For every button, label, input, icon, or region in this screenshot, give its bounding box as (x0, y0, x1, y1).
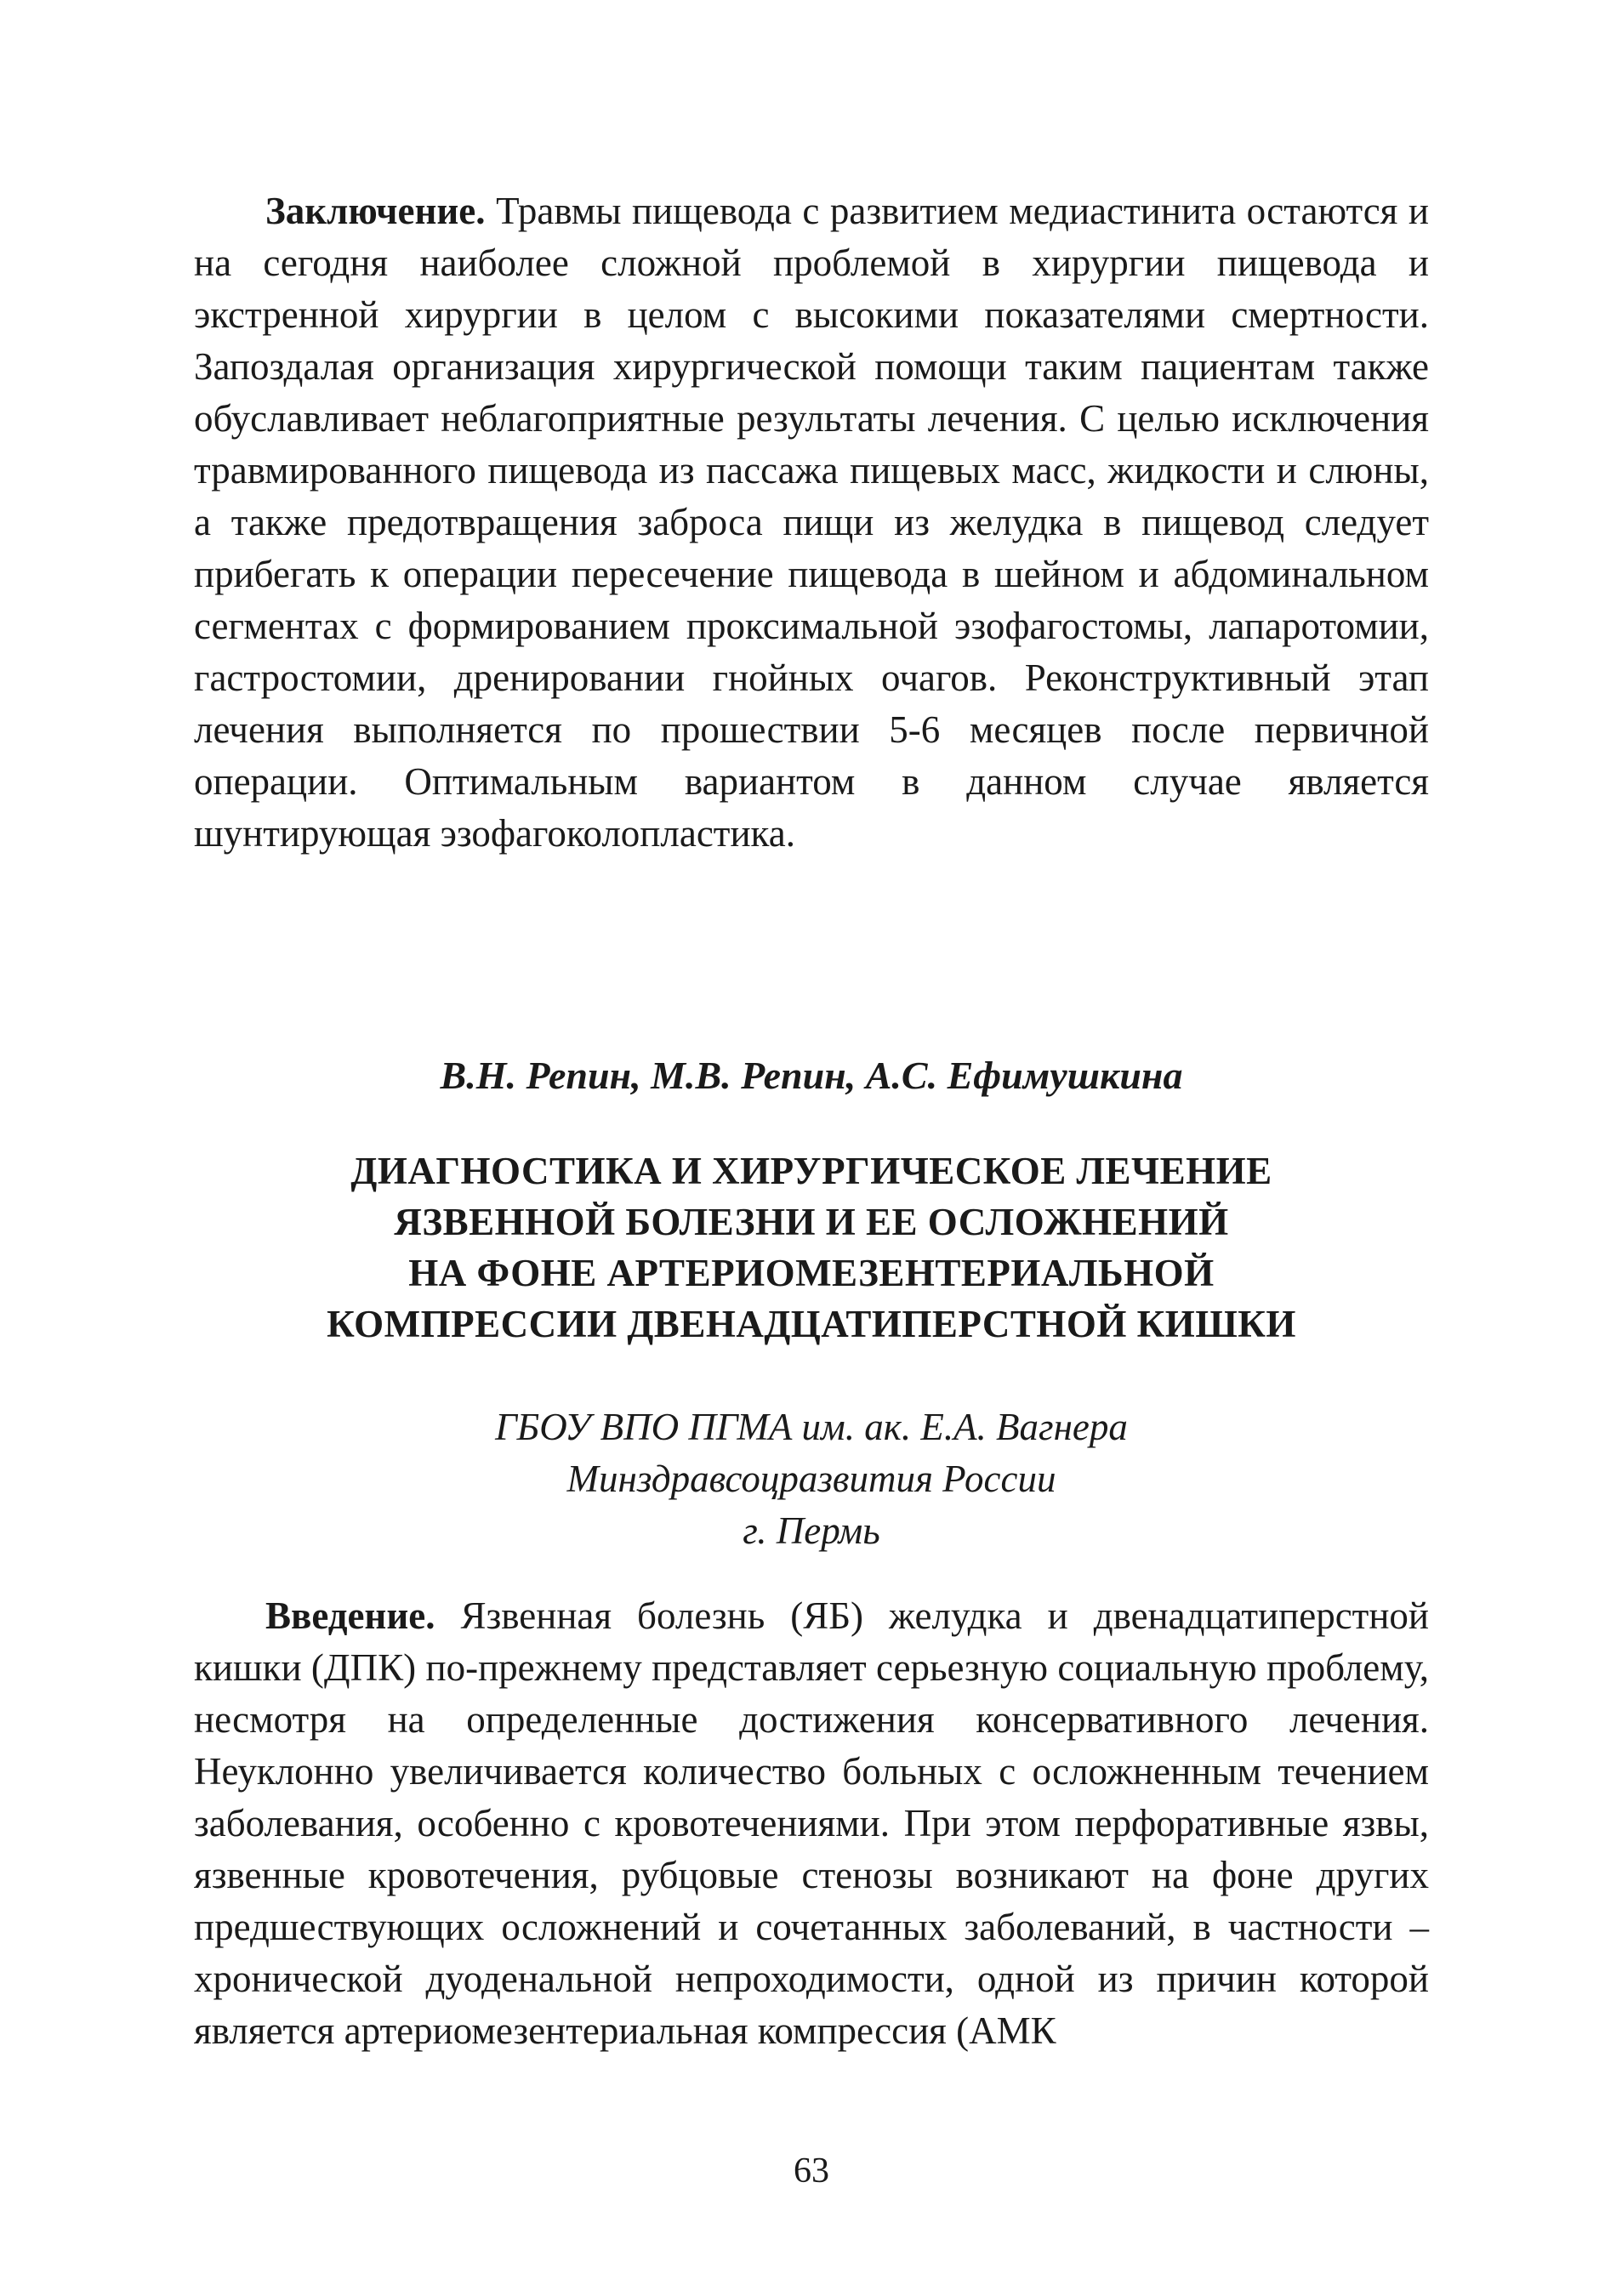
affiliation-line: Минздравсоцразвития России (566, 1458, 1056, 1500)
article-title-line: НА ФОНЕ АРТЕРИОМЕЗЕНТЕРИАЛЬНОЙ (408, 1252, 1215, 1294)
introduction-paragraph (194, 1590, 1429, 2057)
article-affiliation (194, 1401, 1429, 1557)
article-authors: В.Н. Репин, М.В. Репин, А.С. Ефимушкина (440, 1054, 1183, 1097)
conclusion-heading: Заключение. (265, 190, 486, 232)
introduction-text: Язвенная болезнь (ЯБ) желудка и двенадцатиперстной кишки (ДПК) по-прежнему представляет серьезную социальную проблему, несмотря на определенные достижения консервативного лечения. Неуклонно увеличивается количество больных с осложненным течением заболевания, особенно с кровотечениями. При этом перфоративные язвы, язвенные кровотечения, рубцовые стенозы возникают на фоне других предшествующих осложнений и сочетанных заболеваний, в частности – хронической дуоденальной непроходимости, одной из причин которой является артериомезентериальная компрессия (АМК (194, 1594, 1429, 2052)
page-number: 63 (794, 2151, 829, 2191)
affiliation-line: ГБОУ ВПО ПГМА им. ак. Е.А. Вагнера (495, 1406, 1128, 1448)
conclusion-text: Травмы пищевода с развитием медиастинита остаются и на сегодня наиболее сложной проблемой в хирургии пищевода и экстренной хирургии в целом с высокими показателями смертности. Запоздалая организация хирургической помощи таким пациентам также обуславливает неблагоприятные результаты лечения. С целью исключения травмированного пищевода из пассажа пищевых масс, жидкости и слюны, а также предотвращения заброса пищи из желудка в пищевод следует прибегать к операции пересечение пищевода в шейном и абдоминальном сегментах с формированием проксимальной эзофагостомы, лапаротомии, гастростомии, дренировании гнойных очагов. Реконструктивный этап лечения выполняется по прошествии 5-6 месяцев после первичной операции. Оптимальным вариантом в данном случае является шунтирующая эзофагоколопластика. (194, 190, 1429, 855)
article-title-line: КОМПРЕССИИ ДВЕНАДЦАТИПЕРСТНОЙ КИШКИ (327, 1303, 1296, 1345)
conclusion-section (194, 185, 1429, 860)
article-title (194, 1145, 1429, 1350)
article-title-line: ДИАГНОСТИКА И ХИРУРГИЧЕСКОЕ ЛЕЧЕНИЕ (350, 1150, 1272, 1192)
introduction-section (194, 1590, 1429, 2057)
introduction-heading: Введение. (265, 1594, 435, 1637)
article-title-line: ЯЗВЕННОЙ БОЛЕЗНИ И ЕЕ ОСЛОЖНЕНИЙ (394, 1201, 1229, 1243)
affiliation-line: г. Пермь (743, 1509, 880, 1552)
conclusion-paragraph (194, 185, 1429, 860)
